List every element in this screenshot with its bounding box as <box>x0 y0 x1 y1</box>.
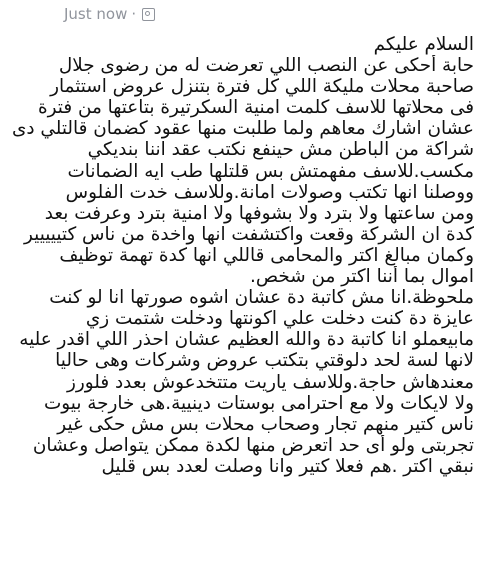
post-line: شراكة من الباطن مش حينفع نكتب عقد اننا بنديكي <box>87 139 474 161</box>
post-line: حابة أحكى عن النصب اللي تعرضت له من رضوى جلال <box>58 55 474 77</box>
post-text <box>4 34 474 477</box>
post-line: السلام عليكم <box>373 34 474 55</box>
post-line: ملحوظة.انا مش كاتبة دة عشان اشوه صورتها انا لو كنت <box>49 287 474 309</box>
meta-separator: · <box>131 5 137 23</box>
post-line: اموال بما أننا اكتر من شخص. <box>250 266 474 288</box>
public-globe-icon[interactable] <box>142 8 155 21</box>
post-line: مابيعملو انا كاتبة دة والله العظيم عشان احذر اللي اقدر عليه <box>19 329 474 351</box>
post-line: تجربتى ولو أى حد اتعرض منها لكدة ممكن يتواصل وعشان <box>32 434 474 456</box>
post-line: ووصلنا انها تكتب وصولات امانة.وللاسف خدت الفلوس <box>65 181 474 203</box>
post-line: مكسب.للاسف مفهمتش بس قلتلها طب ايه الضمانات <box>67 160 474 182</box>
post-line: لانها لسة لحد دلوقتي بتكتب عروض وشركات وهى حاليا <box>55 350 474 372</box>
post-line: عايزة دة كنت دخلت علي اكونتها ودخلت شتمت زي <box>85 308 474 330</box>
post-line: معندهاش حاجة.وللاسف ياريت متتخدعوش بعدد فلورز <box>66 371 474 393</box>
post-line: عشان اشارك معاهم ولما طلبت منها عقود كضمان قالتلي دى <box>11 118 474 140</box>
post-line: نبقي اكتر .هم فعلا كتير وانا وصلت لعدد بس قليل <box>101 455 474 477</box>
post-line: صاحبة محلات مليكة اللي كل فترة بتنزل عروض استثمار <box>50 76 474 98</box>
post-timestamp[interactable]: Just now <box>64 5 128 23</box>
post-meta <box>4 0 474 28</box>
post-line: ناس كتير منهم تجار وصحاب محلات بس مش حكى غير <box>57 413 474 435</box>
post-line: وكمان مبالغ اكتر والمحامى قاللي انها كدة تهمة توظيف <box>59 244 474 266</box>
post-line: ومن ساعتها ولا بترد ولا بشوفها ولا امنية بترد وعرفت بعد <box>44 202 474 224</box>
post-line: ولا لايكات ولا مع احترامى بوستات دينيية.هى خارجة بيوت <box>43 392 474 414</box>
post-line: فى محلاتها للاسف كلمت امنية السكرتيرة بتاعتها من فترة <box>38 97 474 119</box>
post-line: كدة ان الشركة وقعت واكتشفت انها واخدة من ناس كتييييير <box>24 223 474 245</box>
